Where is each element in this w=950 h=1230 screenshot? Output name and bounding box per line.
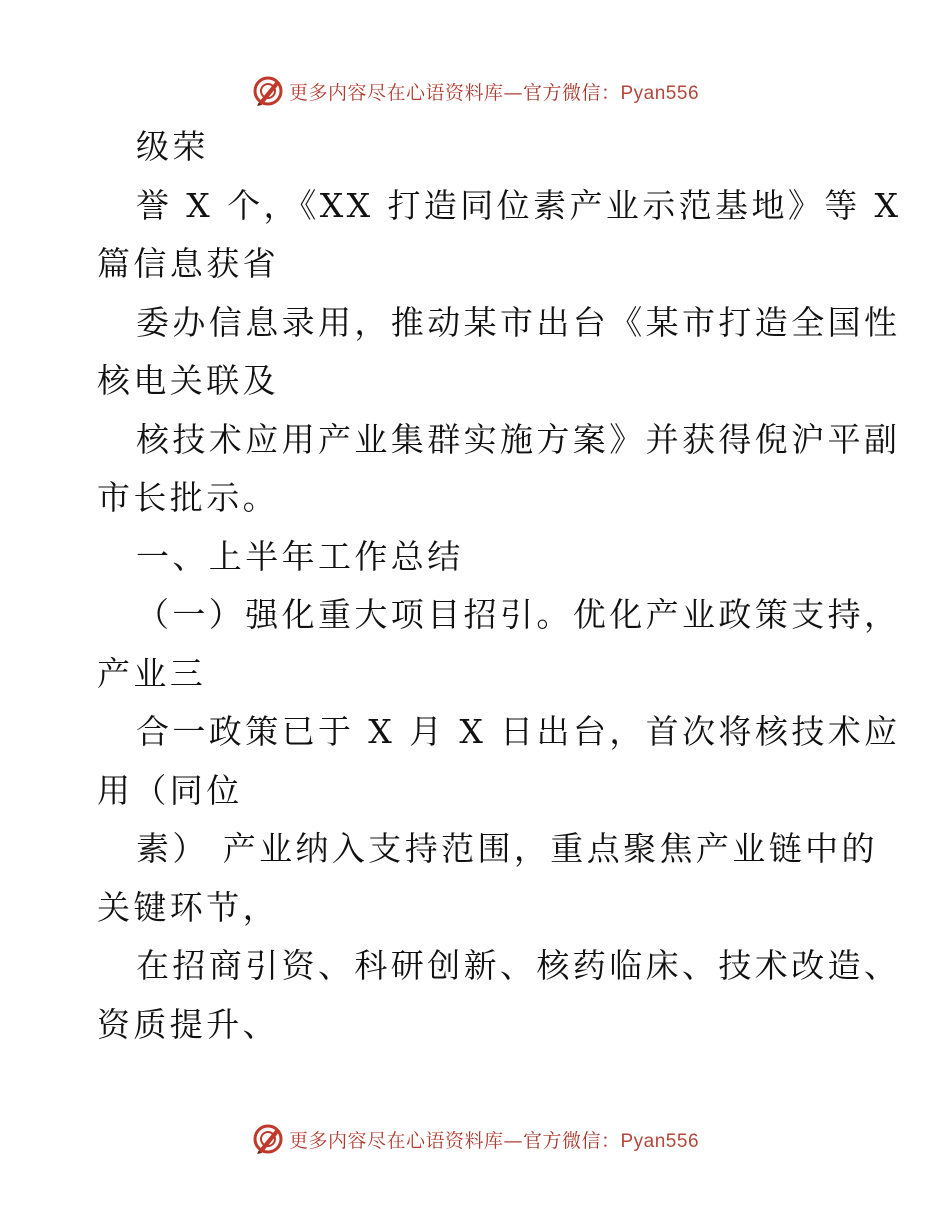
- header-banner-main: 更多内容尽在心语资料库: [288, 81, 504, 104]
- body-line: 级荣: [136, 127, 209, 166]
- body-line: 产业三: [97, 654, 207, 693]
- body-line: 素） 产业纳入支持范围，重点聚焦产业链中的: [136, 829, 878, 868]
- footer-banner-wechat-id: Pyan556: [620, 1130, 700, 1152]
- pen-logo-icon: [251, 1122, 285, 1156]
- body-line: 关键环节，: [97, 888, 279, 927]
- footer-banner-dash: —: [503, 1129, 523, 1152]
- body-line: 资质提升、: [97, 1005, 279, 1044]
- header-banner-dash: —: [503, 81, 523, 104]
- body-line: 在招商引资、科研创新、核药临床、技术改造、: [136, 946, 901, 985]
- body-line: 委办信息录用，推动某市出台《某市打造全国性: [136, 303, 901, 342]
- section-heading: 一、上半年工作总结: [136, 537, 464, 576]
- footer-watermark-banner: [0, 1119, 950, 1159]
- header-banner-wechat-label: 官方微信：: [522, 81, 621, 104]
- body-line: 用（同位: [97, 771, 243, 810]
- body-line: 核电关联及: [97, 361, 279, 400]
- body-line: 核技术应用产业集群实施方案》并获得倪沪平副: [136, 420, 901, 459]
- body-line: 誉 X 个，《XX 打造同位素产业示范基地》等 X: [136, 186, 902, 225]
- header-banner-wechat-id: Pyan556: [620, 82, 700, 104]
- footer-banner-wechat-label: 官方微信：: [522, 1129, 621, 1152]
- body-line: 市长批示。: [97, 478, 279, 517]
- footer-banner-main: 更多内容尽在心语资料库: [288, 1129, 504, 1152]
- subsection-heading: （一）强化重大项目招引。优化产业政策支持，: [136, 595, 901, 634]
- body-line: 篇信息获省: [97, 244, 279, 283]
- body-line: 合一政策已于 X 月 X 日出台，首次将核技术应: [136, 712, 901, 751]
- footer-banner-text: [289, 1126, 699, 1153]
